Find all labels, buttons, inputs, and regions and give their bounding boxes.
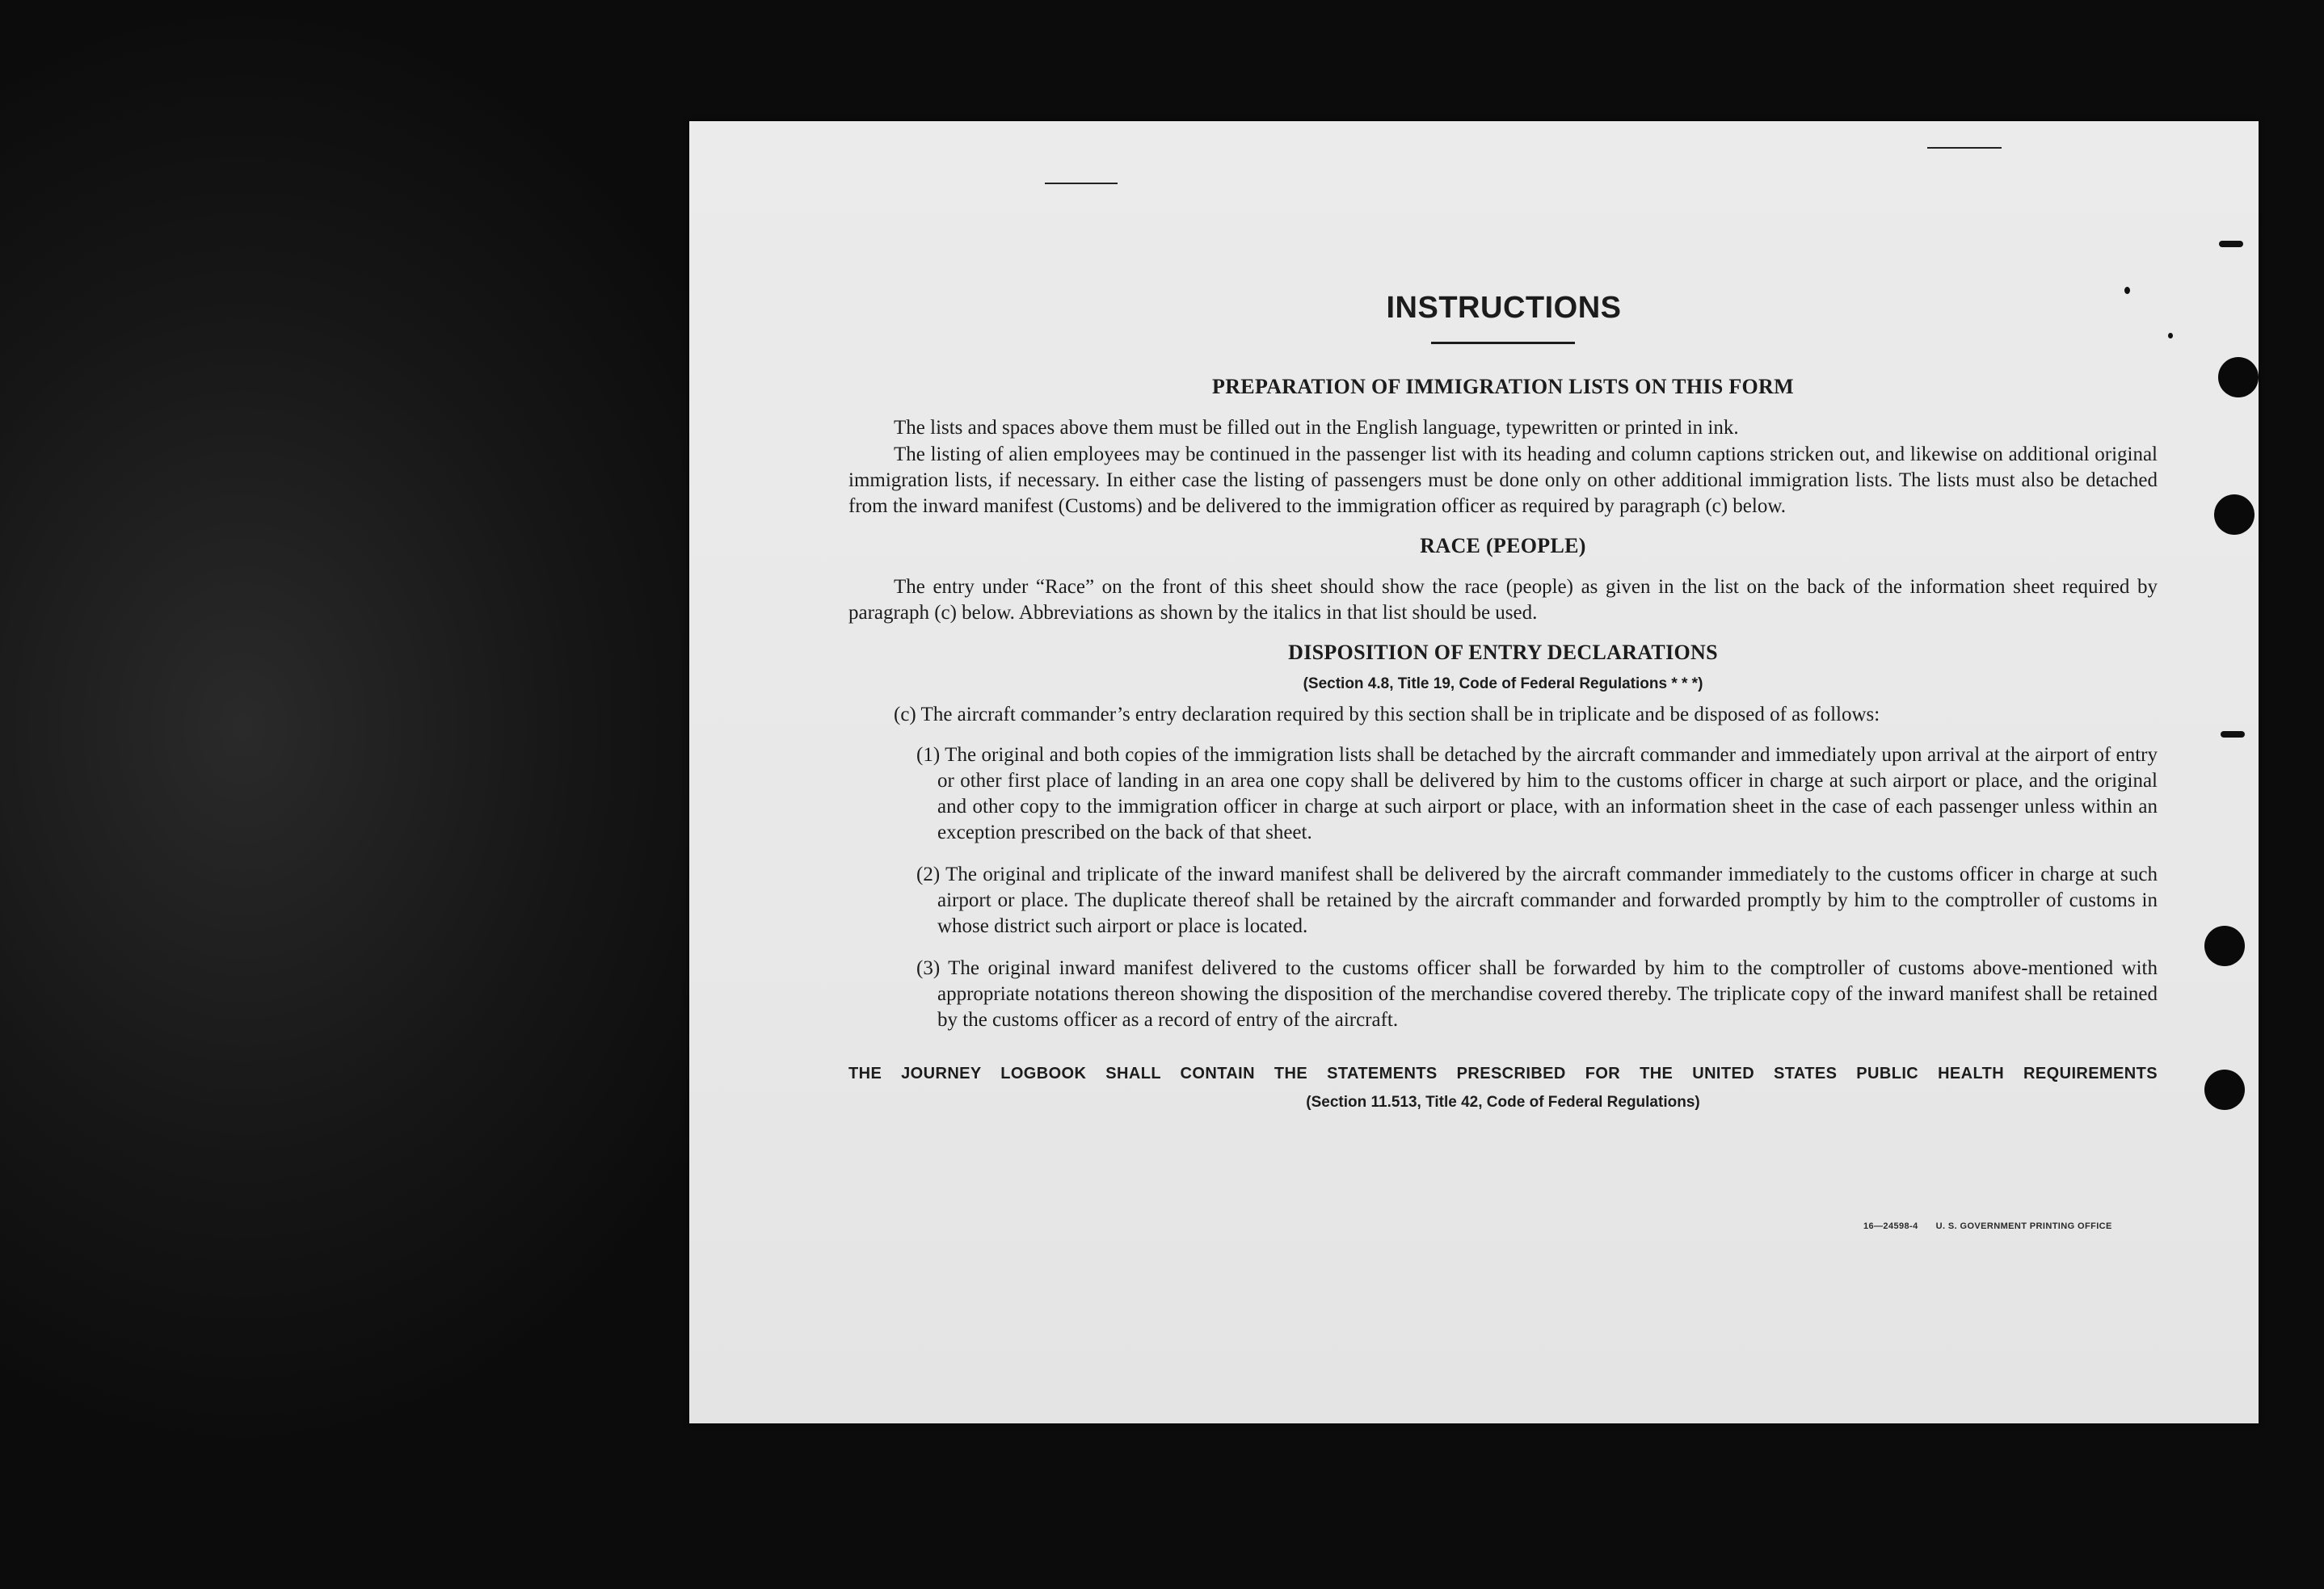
preparation-paragraph-1: The lists and spaces above them must be filled out in the English language, typewritten or printed in ink. bbox=[894, 417, 1739, 439]
disposition-item-2: (2) The original and triplicate of the inward manifest shall be delivered by the aircraft commander immediately to the customs officer in charge at such airport or place. The duplicate thereof shall be retained by the aircraft commander and forwarded promptly by him to the comptroller of customs in whose district such airport or place is located. bbox=[916, 864, 2158, 937]
dust-speck bbox=[2168, 333, 2173, 338]
preparation-paragraph-2: The listing of alien employees may be continued in the passenger list with its heading and column captions stricken out, and likewise on additional original immigration lists, if necessary. In either case the listing of passengers must be done only on other additional immigration lists. The lists must also be detached from the inward manifest (Customs) and be delivered to the immigration officer as required by paragraph (c) below. bbox=[848, 443, 2158, 517]
pencil-mark bbox=[1927, 147, 2002, 149]
race-heading: RACE (PEOPLE) bbox=[1420, 534, 1586, 557]
form-number: 16—24598-4 bbox=[1863, 1221, 1918, 1231]
race-paragraph: The entry under “Race” on the front of this sheet should show the race (people) as given in the list on the back of the information sheet required by paragraph (c) below. Abbreviations as shown by the italics in that list should be used. bbox=[848, 576, 2158, 624]
instructions-content bbox=[848, 291, 2158, 1116]
logbook-citation: (Section 11.513, Title 42, Code of Federal Regulations) bbox=[1306, 1094, 1700, 1111]
pencil-mark bbox=[1045, 183, 1118, 184]
punch-hole bbox=[2218, 357, 2259, 397]
logbook-statement: THE JOURNEY LOGBOOK SHALL CONTAIN THE STATEMENTS PRESCRIBED FOR THE UNITED STATES PUBLIC HEALTH REQUIREMENTS bbox=[848, 1065, 2158, 1082]
disposition-intro: (c) The aircraft commander’s entry declaration required by this section shall be in triplicate and be disposed of as follows: bbox=[894, 704, 1880, 725]
printer-imprint bbox=[1863, 1221, 2112, 1231]
punch-hole bbox=[2204, 926, 2245, 966]
dust-speck bbox=[2219, 241, 2243, 247]
disposition-item-3: (3) The original inward manifest delivered to the customs officer shall be forwarded by him to the comptroller of customs above-mentioned with appropriate notations thereon showing the disposition of the merchandise covered thereby. The triplicate copy of the inward manifest shall be retained by the customs officer as a record of entry of the aircraft. bbox=[916, 957, 2158, 1031]
disposition-heading: DISPOSITION OF ENTRY DECLARATIONS bbox=[1288, 641, 1718, 664]
dust-speck bbox=[2221, 731, 2245, 738]
disposition-item-1: (1) The original and both copies of the immigration lists shall be detached by the aircraft commander and immediately upon arrival at the airport of entry or other first place of landing in an area one copy shall be delivered by him to the customs officer in charge at such airport or place, and the original and other copy to the immigration officer in charge at such airport or place, with an information sheet in the case of each passenger unless within an exception prescribed on the back of that sheet. bbox=[916, 744, 2158, 843]
page-title: INSTRUCTIONS bbox=[1386, 291, 1622, 325]
punch-hole bbox=[2214, 494, 2255, 535]
printing-office: U. S. GOVERNMENT PRINTING OFFICE bbox=[1935, 1221, 2112, 1231]
punch-hole bbox=[2204, 1070, 2245, 1110]
disposition-citation: (Section 4.8, Title 19, Code of Federal Regulations * * *) bbox=[1303, 675, 1703, 692]
preparation-heading: PREPARATION OF IMMIGRATION LISTS ON THIS FORM bbox=[1212, 375, 1794, 398]
title-underline bbox=[1431, 342, 1575, 344]
